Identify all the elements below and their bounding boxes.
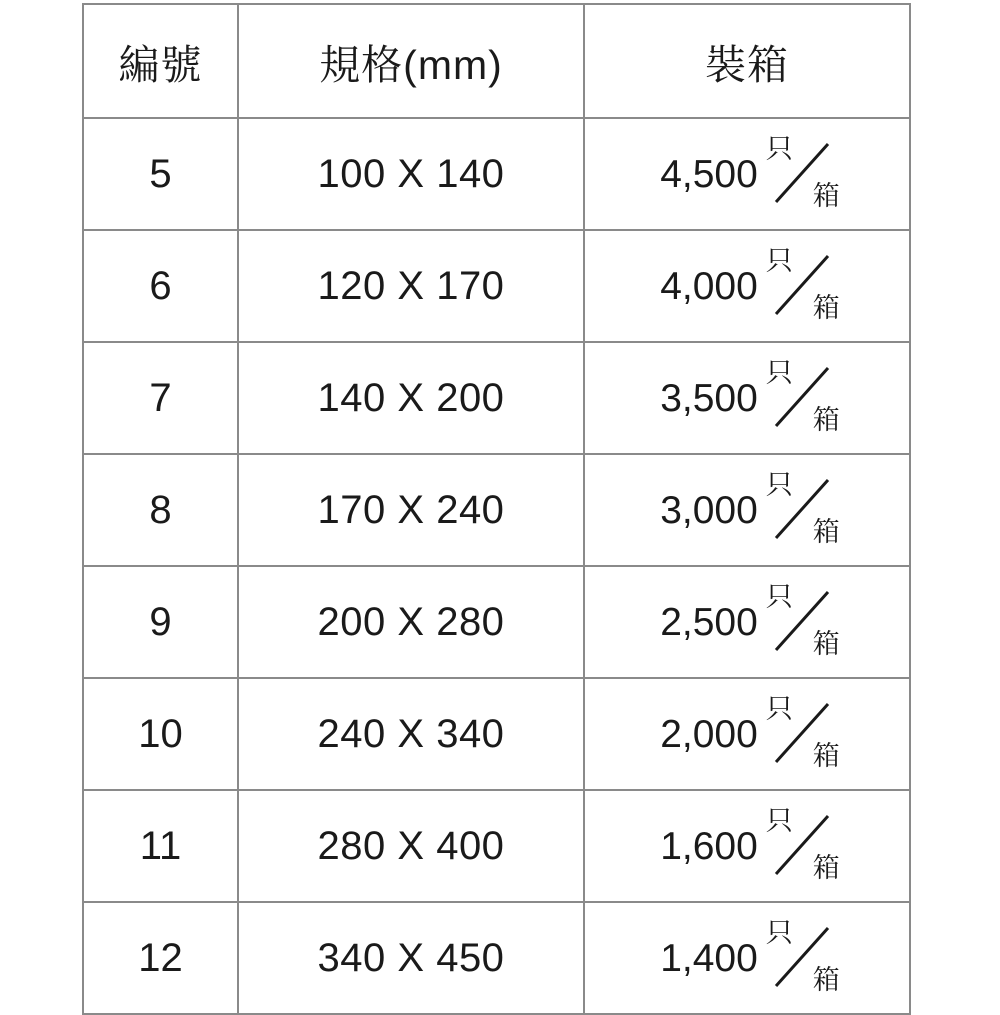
per-unit-fraction [765,470,840,547]
per-unit-fraction [765,582,840,659]
per-unit-numerator: 只 [765,246,793,276]
cell-code: 12 [83,902,238,1014]
per-unit-numerator: 只 [765,806,793,836]
table-row [83,230,910,342]
cell-code: 11 [83,790,238,902]
column-header-packing: 裝箱 [584,4,910,118]
per-unit-fraction [765,694,840,771]
per-unit-fraction [765,358,840,435]
cell-code: 9 [83,566,238,678]
per-unit-fraction [765,806,840,883]
cell-code: 8 [83,454,238,566]
cell-code: 7 [83,342,238,454]
cell-code: 5 [83,118,238,230]
per-unit-numerator: 只 [765,358,793,388]
per-unit-denominator: 箱 [812,293,840,323]
packing-quantity: 3,000 [660,488,758,532]
per-unit-denominator: 箱 [812,629,840,659]
table-body [83,118,910,1014]
table-header [83,4,910,118]
cell-packing [584,902,910,1014]
packing-quantity: 4,000 [660,264,758,308]
table-row [83,454,910,566]
per-unit-denominator: 箱 [812,405,840,435]
cell-packing [584,118,910,230]
packing-quantity: 2,500 [660,600,758,644]
per-unit-denominator: 箱 [812,853,840,883]
packing-quantity: 3,500 [660,376,758,420]
table-row [83,902,910,1014]
cell-packing [584,566,910,678]
per-unit-numerator: 只 [765,134,793,164]
table-row [83,566,910,678]
cell-packing [584,678,910,790]
table-row [83,118,910,230]
table-row [83,790,910,902]
cell-packing [584,230,910,342]
cell-spec: 140 X 200 [238,342,584,454]
per-unit-denominator: 箱 [812,965,840,995]
column-header-code: 編號 [83,4,238,118]
cell-spec: 340 X 450 [238,902,584,1014]
specification-table [82,3,911,1015]
table-header-row [83,4,910,118]
packing-quantity: 4,500 [660,152,758,196]
cell-packing [584,454,910,566]
cell-code: 6 [83,230,238,342]
cell-spec: 170 X 240 [238,454,584,566]
per-unit-denominator: 箱 [812,181,840,211]
table-row [83,678,910,790]
per-unit-fraction [765,918,840,995]
cell-packing [584,790,910,902]
per-unit-denominator: 箱 [812,741,840,771]
per-unit-numerator: 只 [765,918,793,948]
table-row [83,342,910,454]
cell-spec: 200 X 280 [238,566,584,678]
cell-code: 10 [83,678,238,790]
packing-quantity: 1,400 [660,936,758,980]
column-header-spec: 規格(mm) [238,4,584,118]
per-unit-fraction [765,246,840,323]
cell-spec: 280 X 400 [238,790,584,902]
cell-spec: 120 X 170 [238,230,584,342]
cell-spec: 100 X 140 [238,118,584,230]
cell-packing [584,342,910,454]
per-unit-denominator: 箱 [812,517,840,547]
cell-spec: 240 X 340 [238,678,584,790]
per-unit-numerator: 只 [765,470,793,500]
packing-quantity: 2,000 [660,712,758,756]
per-unit-numerator: 只 [765,582,793,612]
per-unit-fraction [765,134,840,211]
per-unit-numerator: 只 [765,694,793,724]
packing-quantity: 1,600 [660,824,758,868]
